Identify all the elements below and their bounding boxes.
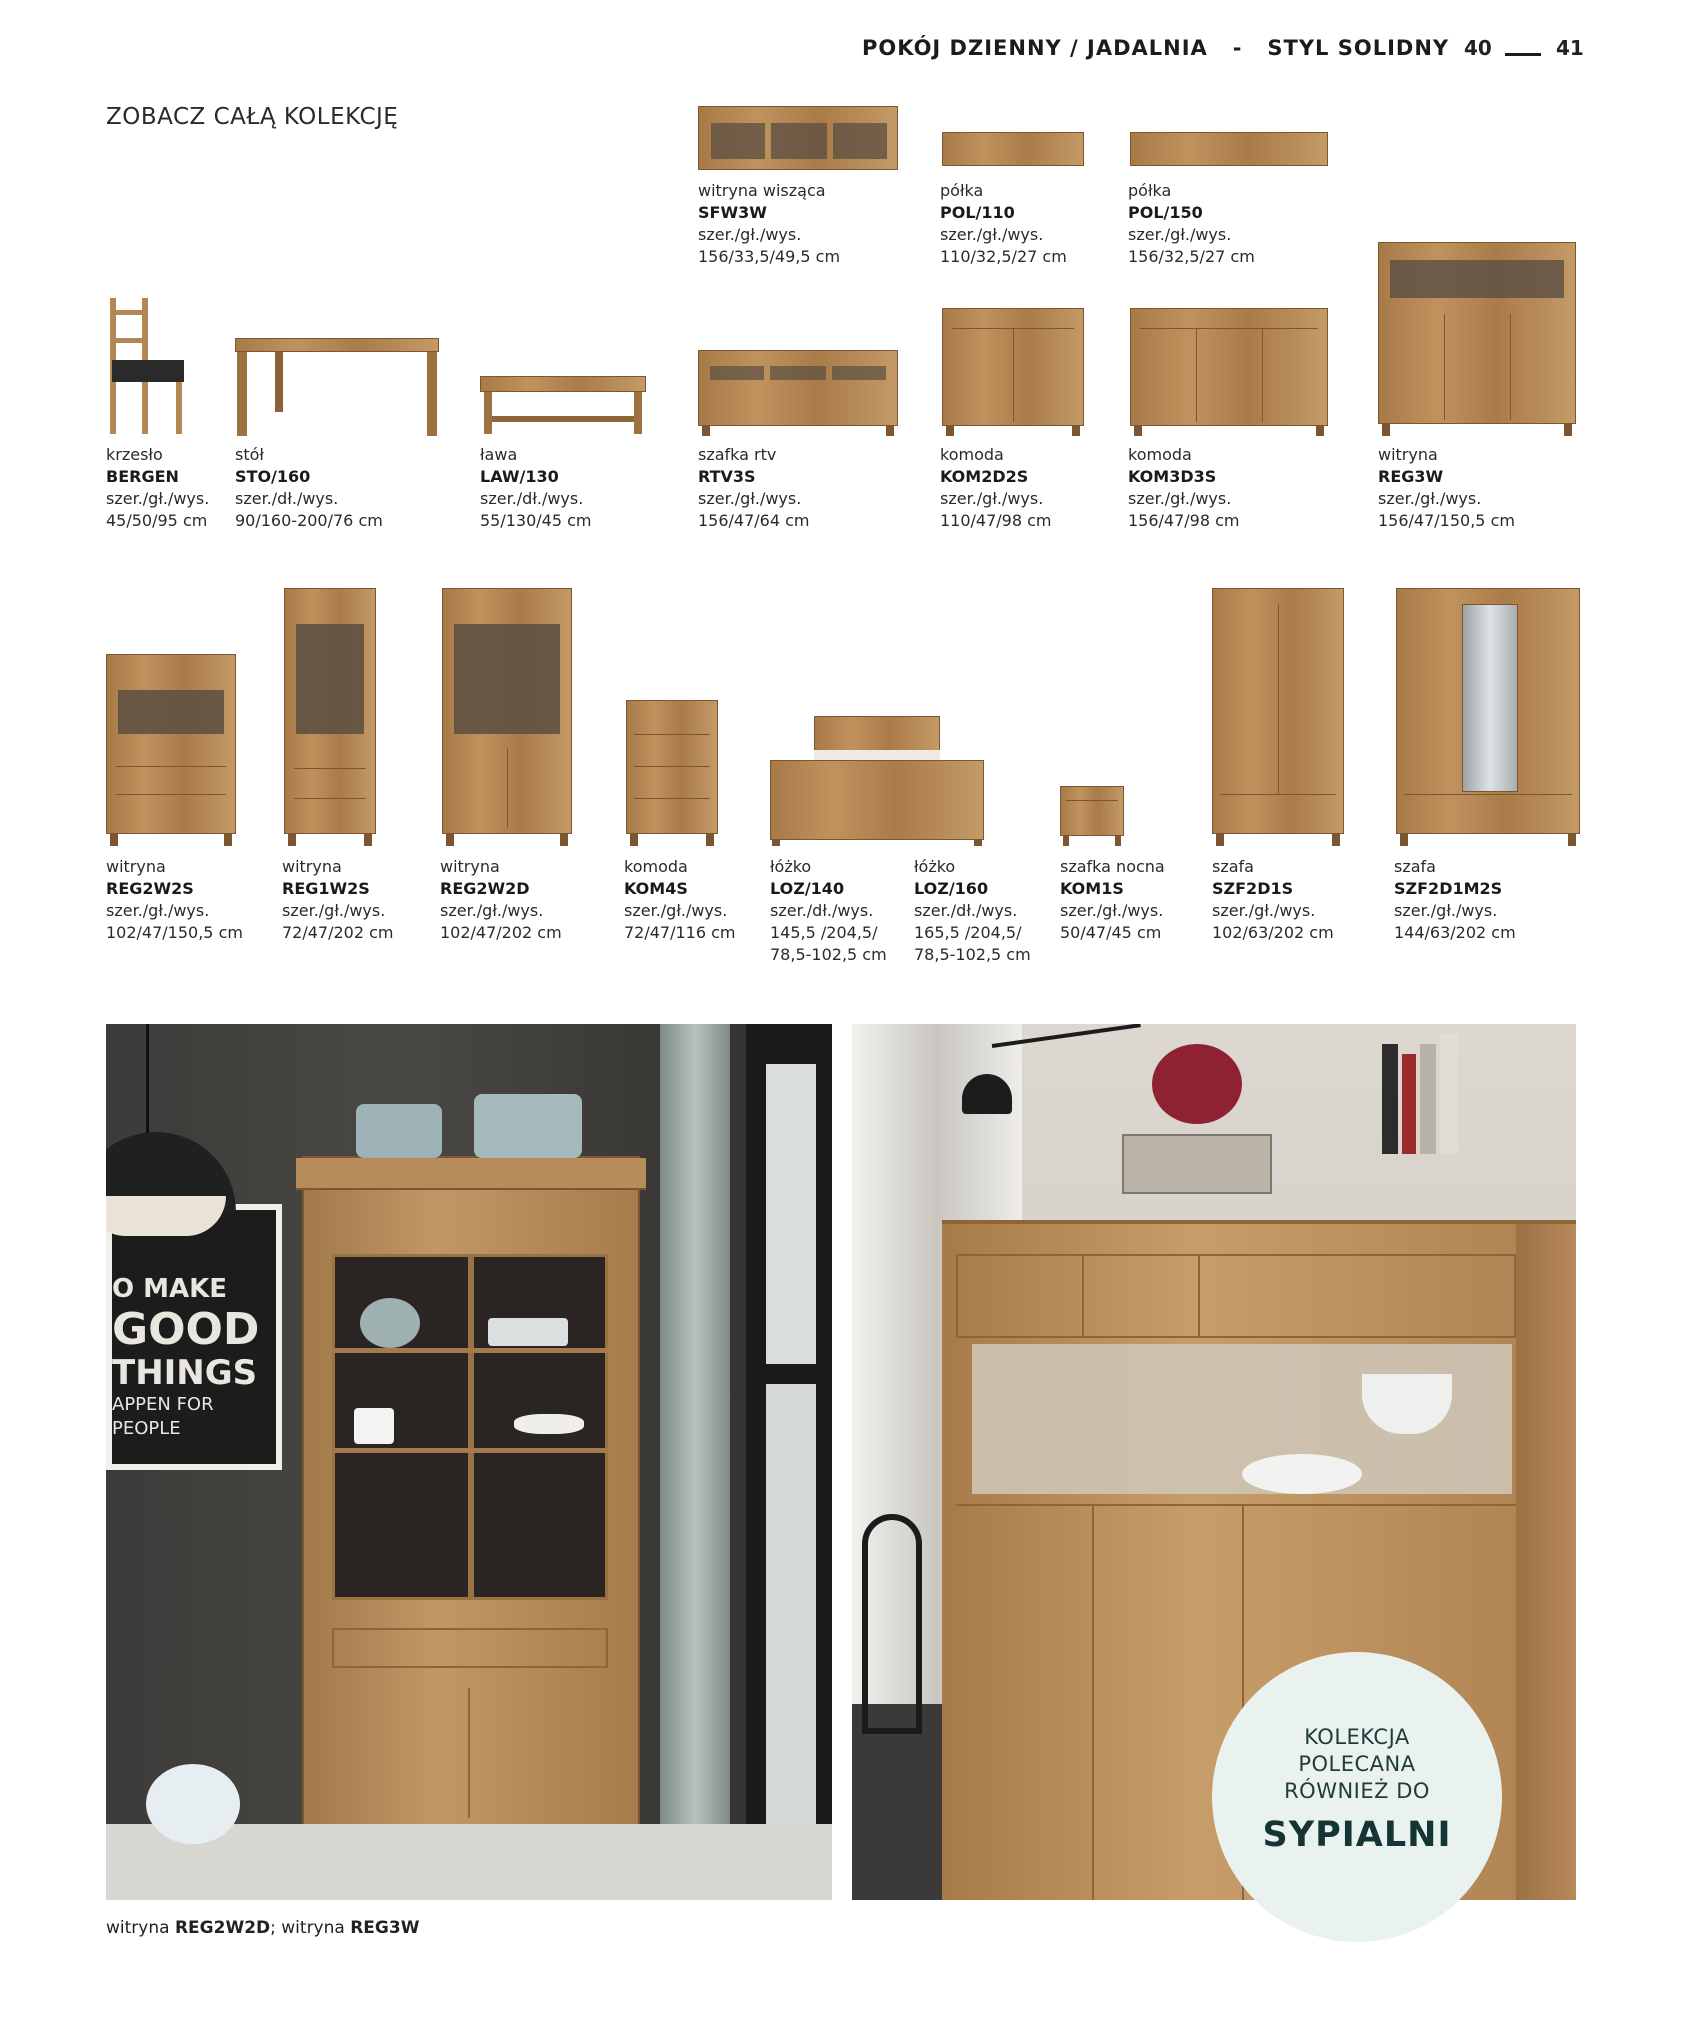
product-name: komoda xyxy=(940,445,1004,464)
product-name: ława xyxy=(480,445,518,464)
product-name: witryna xyxy=(106,857,166,876)
shelf-pol110-image xyxy=(942,132,1084,166)
product-pol150 xyxy=(1128,180,1255,268)
caption-text: witryna xyxy=(106,1918,175,1938)
product-dims-label: szer./gł./wys. xyxy=(698,225,802,244)
product-code: KOM3D3S xyxy=(1128,467,1217,486)
collection-badge xyxy=(1212,1652,1502,1942)
product-code: SFW3W xyxy=(698,203,767,222)
shelf-pol150-image xyxy=(1130,132,1328,166)
product-dims: 110/47/98 cm xyxy=(940,511,1052,530)
page-number-left: 40 xyxy=(1464,36,1492,60)
product-name: witryna xyxy=(440,857,500,876)
product-code: BERGEN xyxy=(106,467,179,486)
page-number-right: 41 xyxy=(1556,36,1584,60)
display-cabinet-reg2w2d-photo xyxy=(302,1156,640,1832)
product-name: stół xyxy=(235,445,264,464)
product-reg2w2s xyxy=(106,856,243,944)
nightstand-kom1s-image xyxy=(1060,786,1124,846)
product-sfw3w xyxy=(698,180,840,268)
product-law130 xyxy=(480,444,592,532)
dresser-kom4s-image xyxy=(626,700,718,846)
product-dims-label: szer./gł./wys. xyxy=(1128,225,1232,244)
product-dims-label: szer./dł./wys. xyxy=(770,901,874,920)
product-dims-label: szer./gł./wys. xyxy=(624,901,728,920)
product-dims: 102/63/202 cm xyxy=(1212,923,1334,942)
product-dims-label: szer./dł./wys. xyxy=(235,489,339,508)
dresser-kom2d2s-image xyxy=(942,308,1084,436)
badge-title: SYPIALNI xyxy=(1262,1815,1452,1855)
product-dims-line2: 78,5-102,5 cm xyxy=(770,945,887,964)
poster-text-line: O MAKE xyxy=(112,1274,228,1304)
product-dims-label: szer./gł./wys. xyxy=(940,489,1044,508)
room-photo-display-cabinet xyxy=(106,1024,832,1900)
product-szf2d1s xyxy=(1212,856,1334,944)
product-pol110 xyxy=(940,180,1067,268)
caption-text: ; witryna xyxy=(270,1918,351,1938)
product-code: RTV3S xyxy=(698,467,756,486)
caption-code: REG3W xyxy=(350,1918,420,1938)
product-loz140 xyxy=(770,856,887,966)
product-name: krzesło xyxy=(106,445,163,464)
curtain xyxy=(660,1024,730,1900)
product-code: LOZ/160 xyxy=(914,879,989,898)
product-dims: 72/47/116 cm xyxy=(624,923,736,942)
product-code: KOM2D2S xyxy=(940,467,1029,486)
bed-image xyxy=(770,716,984,846)
product-name: łóżko xyxy=(770,857,812,876)
product-code: REG2W2S xyxy=(106,879,194,898)
hanging-cabinet-sfw3w-image xyxy=(698,106,898,170)
wardrobe-szf2d1m2s-image xyxy=(1396,588,1580,846)
chair-bergen-image xyxy=(106,298,186,434)
product-code: POL/150 xyxy=(1128,203,1203,222)
product-name: półka xyxy=(940,181,984,200)
poster-text-line: APPEN FOR xyxy=(112,1394,214,1415)
pendant-lamp xyxy=(146,1024,149,1134)
product-dims: 145,5 /204,5/ xyxy=(770,923,878,942)
section-title: ZOBACZ CAŁĄ KOLEKCJĘ xyxy=(106,104,399,130)
product-reg2w2d xyxy=(440,856,562,944)
product-code: REG1W2S xyxy=(282,879,370,898)
product-name: szafa xyxy=(1394,857,1436,876)
product-name: szafka nocna xyxy=(1060,857,1165,876)
display-cabinet-reg1w2s-image xyxy=(284,588,376,846)
product-dims-label: szer./gł./wys. xyxy=(106,489,210,508)
badge-text-line: KOLEKCJA xyxy=(1304,1725,1410,1749)
poster-text-line: THINGS xyxy=(112,1353,258,1393)
product-dims-label: szer./gł./wys. xyxy=(1128,489,1232,508)
poster-text-line: PEOPLE xyxy=(112,1418,181,1439)
product-name: witryna wisząca xyxy=(698,181,826,200)
product-dims-label: szer./gł./wys. xyxy=(1060,901,1164,920)
tv-cabinet-rtv3s-image xyxy=(698,350,898,436)
product-rtv3s xyxy=(698,444,810,532)
product-code: LOZ/140 xyxy=(770,879,845,898)
product-dims: 165,5 /204,5/ xyxy=(914,923,1022,942)
product-code: LAW/130 xyxy=(480,467,559,486)
product-name: komoda xyxy=(624,857,688,876)
product-dims-label: szer./gł./wys. xyxy=(106,901,210,920)
product-dims: 72/47/202 cm xyxy=(282,923,394,942)
product-dims: 156/47/150,5 cm xyxy=(1378,511,1515,530)
product-dims: 90/160-200/76 cm xyxy=(235,511,383,530)
dresser-kom3d3s-image xyxy=(1130,308,1328,436)
badge-text-line: POLECANA xyxy=(1298,1752,1416,1776)
product-dims-label: szer./dł./wys. xyxy=(914,901,1018,920)
product-dims-label: szer./gł./wys. xyxy=(1394,901,1498,920)
page-number-divider xyxy=(1505,53,1541,56)
product-code: KOM1S xyxy=(1060,879,1124,898)
product-dims-label: szer./gł./wys. xyxy=(940,225,1044,244)
product-dims: 156/47/98 cm xyxy=(1128,511,1240,530)
product-dims: 50/47/45 cm xyxy=(1060,923,1162,942)
product-code: REG3W xyxy=(1378,467,1444,486)
product-szf2d1m2s xyxy=(1394,856,1516,944)
display-cabinet-reg2w2d-image xyxy=(442,588,572,846)
poster-text-line: GOOD xyxy=(112,1304,260,1355)
product-name: szafka rtv xyxy=(698,445,777,464)
product-dims-line2: 78,5-102,5 cm xyxy=(914,945,1031,964)
product-code: REG2W2D xyxy=(440,879,530,898)
product-dims-label: szer./gł./wys. xyxy=(1212,901,1316,920)
product-name: komoda xyxy=(1128,445,1192,464)
product-code: SZF2D1M2S xyxy=(1394,879,1503,898)
product-reg1w2s xyxy=(282,856,394,944)
product-dims-label: szer./gł./wys. xyxy=(698,489,802,508)
product-dims: 156/33,5/49,5 cm xyxy=(698,247,841,266)
product-loz160 xyxy=(914,856,1031,966)
product-dims: 102/47/150,5 cm xyxy=(106,923,243,942)
product-name: łóżko xyxy=(914,857,956,876)
product-reg3w xyxy=(1378,444,1515,532)
product-dims: 102/47/202 cm xyxy=(440,923,562,942)
product-kom4s xyxy=(624,856,736,944)
product-name: półka xyxy=(1128,181,1172,200)
product-name: szafa xyxy=(1212,857,1254,876)
product-dims: 45/50/95 cm xyxy=(106,511,208,530)
wardrobe-szf2d1s-image xyxy=(1212,588,1344,846)
photo-caption xyxy=(106,1918,419,1938)
product-dims: 144/63/202 cm xyxy=(1394,923,1516,942)
product-name: witryna xyxy=(282,857,342,876)
product-kom3d3s xyxy=(1128,444,1240,532)
product-sto160 xyxy=(235,444,383,532)
product-code: KOM4S xyxy=(624,879,688,898)
product-dims-label: szer./gł./wys. xyxy=(440,901,544,920)
product-dims-label: szer./gł./wys. xyxy=(282,901,386,920)
product-dims: 110/32,5/27 cm xyxy=(940,247,1067,266)
badge-text-line: RÓWNIEŻ DO xyxy=(1284,1779,1430,1803)
product-dims-label: szer./gł./wys. xyxy=(1378,489,1482,508)
product-kom1s xyxy=(1060,856,1165,944)
caption-code: REG2W2D xyxy=(174,1918,271,1938)
product-code: STO/160 xyxy=(235,467,311,486)
wall-poster xyxy=(106,1204,282,1470)
table-sto160-image xyxy=(235,338,439,436)
product-dims-label: szer./dł./wys. xyxy=(480,489,584,508)
product-code: POL/110 xyxy=(940,203,1015,222)
coffee-table-law130-image xyxy=(480,376,646,434)
display-cabinet-reg2w2s-image xyxy=(106,654,236,846)
product-dims: 156/32,5/27 cm xyxy=(1128,247,1255,266)
product-dims: 55/130/45 cm xyxy=(480,511,592,530)
product-bergen xyxy=(106,444,209,532)
product-name: witryna xyxy=(1378,445,1438,464)
product-kom2d2s xyxy=(940,444,1052,532)
product-code: SZF2D1S xyxy=(1212,879,1294,898)
display-cabinet-reg3w-image xyxy=(1378,242,1576,436)
page-header-title: POKÓJ DZIENNY / JADALNIA - STYL SOLIDNY xyxy=(862,36,1450,60)
product-dims: 156/47/64 cm xyxy=(698,511,810,530)
